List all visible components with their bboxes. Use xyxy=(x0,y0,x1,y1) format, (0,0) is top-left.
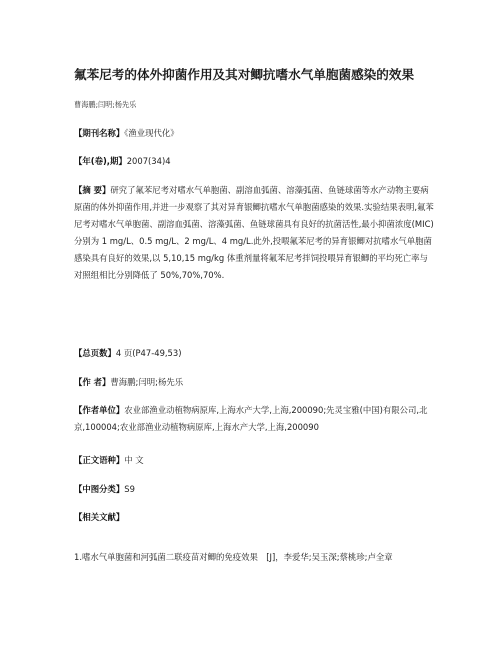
language-field xyxy=(74,452,434,469)
journal-label: 【期刊名称】 xyxy=(74,128,125,138)
reference-list xyxy=(74,549,434,565)
language-label: 【正文语种】 xyxy=(74,455,125,465)
language-value: 中 文 xyxy=(124,455,144,465)
related-field xyxy=(74,509,434,526)
author-line: 曹海鹏;闫明;杨先乐 xyxy=(74,100,137,109)
journal-field xyxy=(74,125,434,142)
year-issue-label: 【年(卷),期】 xyxy=(74,156,127,166)
author-value: 曹海鹏;闫明;杨先乐 xyxy=(110,377,184,387)
affiliation-value: 农业部渔业动植物病原库,上海水产大学,上海,200090;先灵宝雅(中国)有限公司,北京,100004;农业部渔业动植物病原库,上海水产大学,上海,200090 xyxy=(74,405,428,432)
author-field xyxy=(74,374,434,391)
pages-field xyxy=(74,345,434,362)
pages-value: 4 页(P47-49,53) xyxy=(115,348,182,358)
classification-label: 【中图分类】 xyxy=(74,484,125,494)
classification-value: S9 xyxy=(124,484,135,494)
year-issue-value: 2007(34)4 xyxy=(126,156,171,166)
list-item[interactable]: 1.嗜水气单胞菌和河弧菌二联疫苗对鲫的免疫效果 [J]，李爱华;吴玉深;蔡桃珍;卢全章 xyxy=(74,552,393,562)
author-label: 【作 者】 xyxy=(74,377,111,387)
pages-label: 【总页数】 xyxy=(74,348,116,358)
journal-value: 《渔业现代化》 xyxy=(124,128,179,138)
page-title: 氟苯尼考的体外抑菌作用及其对鲫抗嗜水气单胞菌感染的效果 xyxy=(74,67,415,82)
classification-field xyxy=(74,481,434,498)
abstract-field xyxy=(74,182,434,284)
abstract-label: 【摘 要】 xyxy=(74,185,111,195)
affiliation-label: 【作者单位】 xyxy=(74,405,125,415)
year-issue-field xyxy=(74,153,434,170)
affiliation-field xyxy=(74,402,434,436)
related-label: 【相关文献】 xyxy=(74,512,125,522)
abstract-text: 研究了氟苯尼考对嗜水气单胞菌、副溶血弧菌、溶藻弧菌、鱼链球菌等水产动物主要病原菌的体外抑菌作用,并进一步观察了其对异育银鲫抗嗜水气单胞菌感染的效果.实验结果表明,氟苯尼考对嗜水气单胞菌、副溶血弧菌、溶藻弧菌、鱼链球菌具有良好的抗菌活性,最小抑菌浓度(MIC)分别为 1 mg/L、0.5 mg/L、2 mg/L、4 mg/L.此外,投喂氟苯尼考的异育银鲫对抗嗜水气单胞菌感染具有良好的效果,以 5,10,15 mg/kg 体重剂量将氟苯尼考拌饲投喂异育银鲫的平均死亡率与对照组相比分别降低了 50%,70%,70%. xyxy=(74,185,434,280)
